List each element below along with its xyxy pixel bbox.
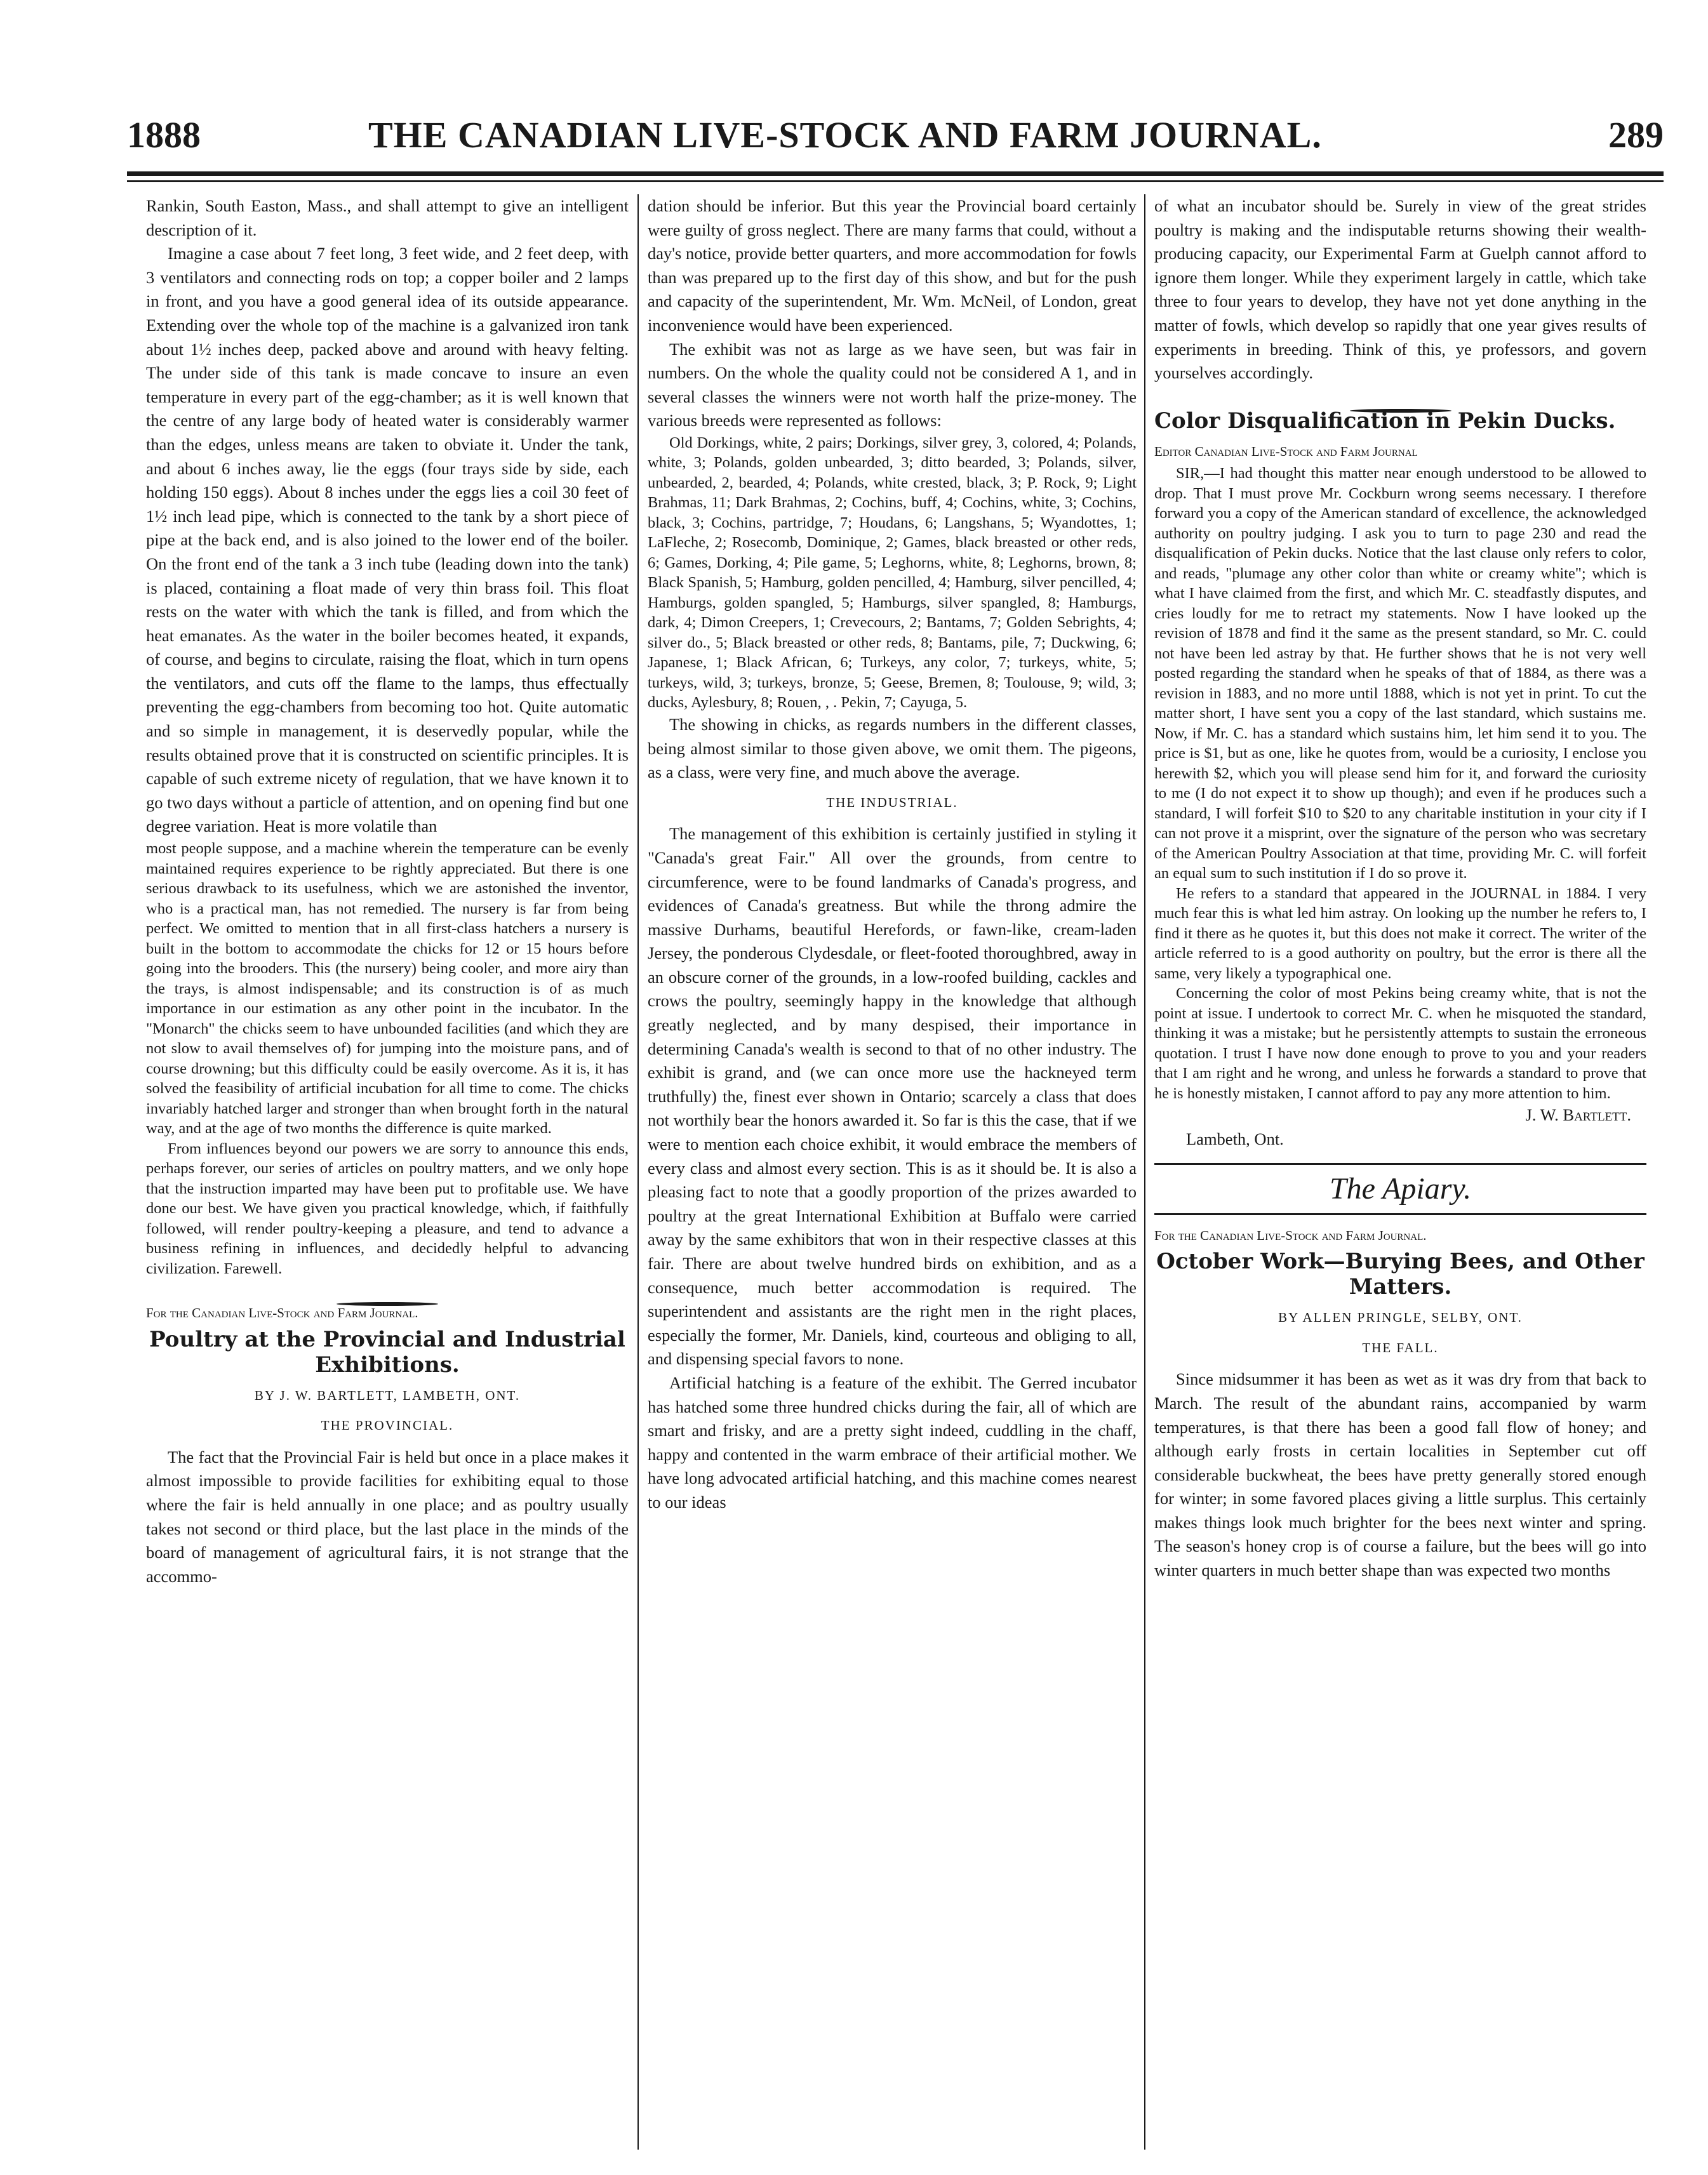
masthead-year: 1888 bbox=[127, 114, 201, 156]
article-credit: For the Canadian Live-Stock and Farm Journal. bbox=[1154, 1227, 1427, 1243]
section-banner bbox=[1154, 1163, 1646, 1215]
article-headline: Poultry at the Provincial and Industrial Exhibitions. bbox=[149, 1326, 625, 1378]
article-byline: BY J. W. BARTLETT, LAMBETH, ONT. bbox=[254, 1387, 521, 1403]
paragraph: Concerning the color of most Pekins being creamy white, that is not the point at issue. I undertook to correct Mr. C. when he misquoted the standard, thinking it was a mistake; but he persistently attempts to sustain the erroneous quotation. I trust I have now done enough to prove to you and your readers that I am right and he wrong, and unless he forwards a standard to prove that he is honestly mistaken, I cannot afford to pay any more attention to him. bbox=[1154, 985, 1646, 1102]
paragraph: The fact that the Provincial Fair is held but once in a place makes it almost impossible to provide facilities for exhibiting equal to those where the fair is held annually in one place; and as poultry usually takes not second or third place, but the last place in the minds of the board of management of agricultural fairs, it is not strange that the accommo- bbox=[146, 1447, 629, 1586]
article-credit: Editor Canadian Live-Stock and Farm Journal bbox=[1154, 443, 1418, 459]
article-byline: BY ALLEN PRINGLE, SELBY, ONT. bbox=[1278, 1310, 1523, 1326]
column-2 bbox=[648, 194, 1137, 2150]
masthead-rule-thin bbox=[127, 180, 1664, 182]
paragraph: The management of this exhibition is certainly justified in styling it "Canada's great Fair." All over the grounds, from centre to circumference, were to be found landmarks of Canada's progress, and evidences of Canada's greatness. But while the throng admire the massive Durhams, beautiful Herefords, or fawn-like, cream-laden Jersey, the ponderous Clydesdale, or fleet-footed thoroughbred, away in an obscure corner of the grounds, in a low-roofed building, cackles and crows the poultry, seemingly happy in the knowledge that although greatly neglected, and by many despised, their importance in determining Canada's wealth is second to that of no other industry. The exhibit is grand, and (we can once more use the hackneyed term truthfully) the, finest ever shown in Ontario; scarcely a class that does not worthily bear the honors awarded it. So far is this the case, that if we were to mention each choice exhibit, it would embrace the members of every class and almost every section. This is as it should be. It is also a pleasing fact to note that a goodly proportion of the prizes awarded to poultry at the great International Exhibition at Buffalo were carried away by the same exhibitors that won in their respective classes at this fair. There are about twelve hundred birds on exhibition, and as a consequence, much better accommodation is required. The superintendent and assistants are the right men in the right places, especially the former, Mr. Daniels, kind, courteous and obliging to all, and dispensing special favors to none. bbox=[648, 824, 1137, 1369]
signature: J. W. Bartlett. bbox=[1525, 1105, 1631, 1125]
paragraph: of what an incubator should be. Surely in view of the great strides poultry is making and the indisputable returns showing their wealth-producing capacity, our Experimental Farm at Guelph cannot afford to ignore them longer. While they experiment largely in cattle, which take three to four years to develop, they have not yet done anything in the matter of fowls, which develop so rapidly that one year gives results of experiments in breeding. Think of this, ye professors, and govern yourselves accordingly. bbox=[1154, 196, 1646, 383]
column-divider bbox=[637, 194, 639, 2150]
masthead-rule-thick bbox=[127, 171, 1664, 176]
paragraph: The exhibit was not as large as we have seen, but was fair in numbers. On the whole the quality could not be considered A 1, and in several classes the winners were not worth half the prize-money. The various breeds were represented as follows: bbox=[648, 339, 1137, 430]
separator-ornament bbox=[146, 1289, 629, 1295]
paragraph: Rankin, South Easton, Mass., and shall attempt to give an intelligent description of it. bbox=[146, 196, 629, 239]
page-number: 289 bbox=[1608, 114, 1664, 156]
masthead bbox=[127, 113, 1664, 157]
breeds-list: Old Dorkings, white, 2 pairs; Dorkings, silver grey, 3, colored, 4; Polands, white, 3; Polands, golden unbearded, 3; ditto bearded, 3; Polands, silver, unbearded, 2, bearded, 4; Polands, white crested, black, 3; P. Rock, 9; Light Brahmas, 11; Dark Brahmas, 2; Cochins, buff, 4; Cochins, white, 3; Cochins, black, 3; Cochins, partridge, 7; Houdans, 6; Langshans, 5; Wyandottes, 1; LaFleche, 2; Rosecomb, Dominique, 2; Games, black breasted or other reds, 6; Games, Dorking, 4; Pile game, 5; Leghorns, white, 8; Leghorns, brown, 8; Black Spanish, 5; Hamburg, golden pencilled, 4; Hamburg, silver pencilled, 4; Hamburgs, golden spangled, 5; Hamburgs, silver spangled, 8; Hamburgs, dark, 4; Dimon Creepers, 1; Crevecours, 2; Bantams, 7; Golden Sebrights, 4; silver do., 5; Black breasted or other reds, 8; Bantams, pile, 7; Duckwing, 6; Japanese, 1; Black African, 6; Turkeys, any color, 7; turkeys, white, 5; turkeys, wild, 3; turkeys, bronze, 5; Geese, Bremen, 8; Toulouse, 9; wild, 3; ducks, Aylesbury, 8; Rouen, , . Pekin, 7; Cayuga, 5. bbox=[648, 434, 1137, 712]
column-3 bbox=[1154, 194, 1646, 2150]
section-title: The Apiary. bbox=[1329, 1171, 1472, 1206]
column-divider bbox=[1144, 194, 1145, 2150]
paragraph: Since midsummer it has been as wet as it was dry from that back to March. The result of the abundant rains, accompanied by warm temperatures, is that there has been a good fall flow of honey; and although early frosts in certain localities in September cut off considerable buckwheat, the bees have pretty generally stored enough for winter; in some favored places giving a little surplus. This certainly makes things look much brighter for the bees next winter and spring. The season's honey crop is of course a failure, but the bees will go into winter quarters in much better shape than was expected two months bbox=[1154, 1369, 1646, 1580]
section-subhead: THE FALL. bbox=[1362, 1340, 1439, 1355]
article-credit: For the Canadian Live-Stock and Farm Journal. bbox=[146, 1305, 418, 1321]
section-subhead: THE INDUSTRIAL. bbox=[826, 794, 958, 810]
section-subhead: THE PROVINCIAL. bbox=[321, 1418, 454, 1433]
sign-off-place: Lambeth, Ont. bbox=[1186, 1129, 1284, 1148]
paragraph: The showing in chicks, as regards numbers in the different classes, being almost similar to those given above, we omit them. The pigeons, as a class, were very fine, and much above the average. bbox=[648, 714, 1137, 782]
letter-body: SIR,—I had thought this matter near enough understood to be allowed to drop. That I must prove Mr. Cockburn wrong seems necessary. I therefore forward you a copy of the American standard of excellence, the acknowledged authority on poultry judging. I ask you to turn to page 230 and read the disqualification of Pekin ducks. Notice that the last clause only refers to color, and reads, "plumage any other color than white or creamy white"; which is what I have claimed from the first, and which Mr. C. steadfastly disputes, and cries loudly for me to retract my statements. Now I have looked up the revision of 1878 and find it the same as the present standard, so Mr. C. could not have been led astray by that. He further shows that he is not very well posted regarding the standard when he speaks of that of 1884, as there was a revision in 1883, and no more until 1888, which is not yet in print. To cut the matter short, I have sent you a copy of the last standard, which sustains me. Now, if Mr. C. has a standard which sustains him, let him send it to you. The price is $1, but as one, like he quotes from, would be a curiosity, I enclose you herewith $2, which you will please send him for it, and forward the curiosity to me (I do not expect it to show up though); and even if he produces such a standard, I will forfeit $10 to $20 to any charitable institution in your city if I can not prove it a misprint, over the signature of the person who was secretary of the American Poultry Association at that time, providing Mr. C. will forfeit an equal sum to such institution if I do so prove it. bbox=[1154, 465, 1646, 882]
column-1 bbox=[146, 194, 629, 2150]
paragraph: most people suppose, and a machine wherein the temperature can be evenly maintained requires experience to be rightly appreciated. But there is one serious drawback to its usefulness, which we are astonished the inventor, who is a practical man, has not remedied. The nursery is far from being perfect. We omitted to mention that in all first-class hatchers a nursery is built in the bottom to accommodate the chicks for 12 or 15 hours before going into the brooders. This (the nursery) being cooler, and more airy than the trays, is almost indispensable; and its construction is of as much importance in our estimation as any other point in the incubator. In the "Monarch" the chicks seem to have unbounded facilities (and which they are not slow to avail themselves of) for jumping into the moisture pans, and of course drowning; but this difficulty could be easily overcome. As it is, it has solved the feasibility of artificial incubation for all time to come. The chicks invariably hatched larger and stronger than when brought forth in the natural way, and at the age of two months the difference is quite marked. bbox=[146, 840, 629, 1138]
paragraph: He refers to a standard that appeared in the JOURNAL in 1884. I very much fear this is what led him astray. On looking up the number he refers to, I find it there as he quotes it, but this does not make it correct. The writer of the article referred to is a good authority on poultry, but the error is there all the same, very likely a typographical one. bbox=[1154, 884, 1646, 982]
article-headline: October Work—Burying Bees, and Other Matters. bbox=[1156, 1249, 1645, 1300]
paragraph: Imagine a case about 7 feet long, 3 feet wide, and 2 feet deep, with 3 ventilators and connecting rods on top; a copper boiler and 2 lamps in front, and you have a good general idea of its outside appearance. Extending over the whole top of the machine is a galvanized iron tank about 1½ inches deep, packed above and around with heavy felting. The under side of this tank is made concave to insure an even temperature in every part of the egg-chamber; as it is well known that the centre of any large body of heated water is considerably warmer than the edges, unless means are taken to obviate it. Under the tank, and about 6 inches away, lie the eggs (four trays side by side, each holding 150 eggs). About 8 inches under the eggs lies a coil 30 feet of 1½ inch lead pipe, which is connected to the tank by a short piece of pipe at the back end, and is also joined to the lower end of the boiler. On the front end of the tank a 3 inch tube (leading down into the tank) is placed, containing a float made of very thin brass foil. This float rests on the water with which the tank is filled, and from which the heat emanates. As the water in the boiler becomes heated, it expands, of course, and begins to circulate, raising the float, which in turn opens the ventilators, and cuts off the flame to the lamps, thus effectually preventing the egg-chambers from becoming too hot. Quite automatic and so simple in management, it is deservedly popular, while the results obtained prove that it is constructed on scientific principles. It is capable of such extreme nicety of regulation, that we have known it to go two days without a particle of attention, and on opening find but one degree variation. Heat is more volatile than bbox=[146, 244, 629, 836]
article-headline: Color Disqualification in Pekin Ducks. bbox=[1154, 408, 1616, 434]
paragraph: From influences beyond our powers we are sorry to announce this ends, perhaps forever, our series of articles on poultry matters, and we only hope that the instruction imparted may have been put to profitable use. We have done our best. We have given you practical knowledge, which, if faithfully followed, will render poultry-keeping a pleasure, and tend to advance a business refining in influences, and decidedly helpful to advancing civilization. Farewell. bbox=[146, 1140, 629, 1277]
separator-ornament bbox=[1154, 396, 1646, 402]
paragraph: Artificial hatching is a feature of the exhibit. The Gerred incubator has hatched some three hundred chicks during the fair, all of which are smart and frisky, and are a pretty sight indeed, cuddling in the chaff, happy and contented in the warm embrace of their artificial mother. We have long advocated artificial hatching, and this machine comes nearest to our ideas bbox=[648, 1373, 1137, 1512]
paragraph: dation should be inferior. But this year the Provincial board certainly were guilty of gross neglect. There are many farms that could, without a day's notice, provide better quarters, and more accommodation for fowls than was prepared up to the first day of this show, and but for the push and capacity of the superintendent, Mr. Wm. McNeil, of London, great inconvenience would have been experienced. bbox=[648, 196, 1137, 335]
masthead-title: THE CANADIAN LIVE-STOCK AND FARM JOURNAL. bbox=[368, 114, 1322, 156]
